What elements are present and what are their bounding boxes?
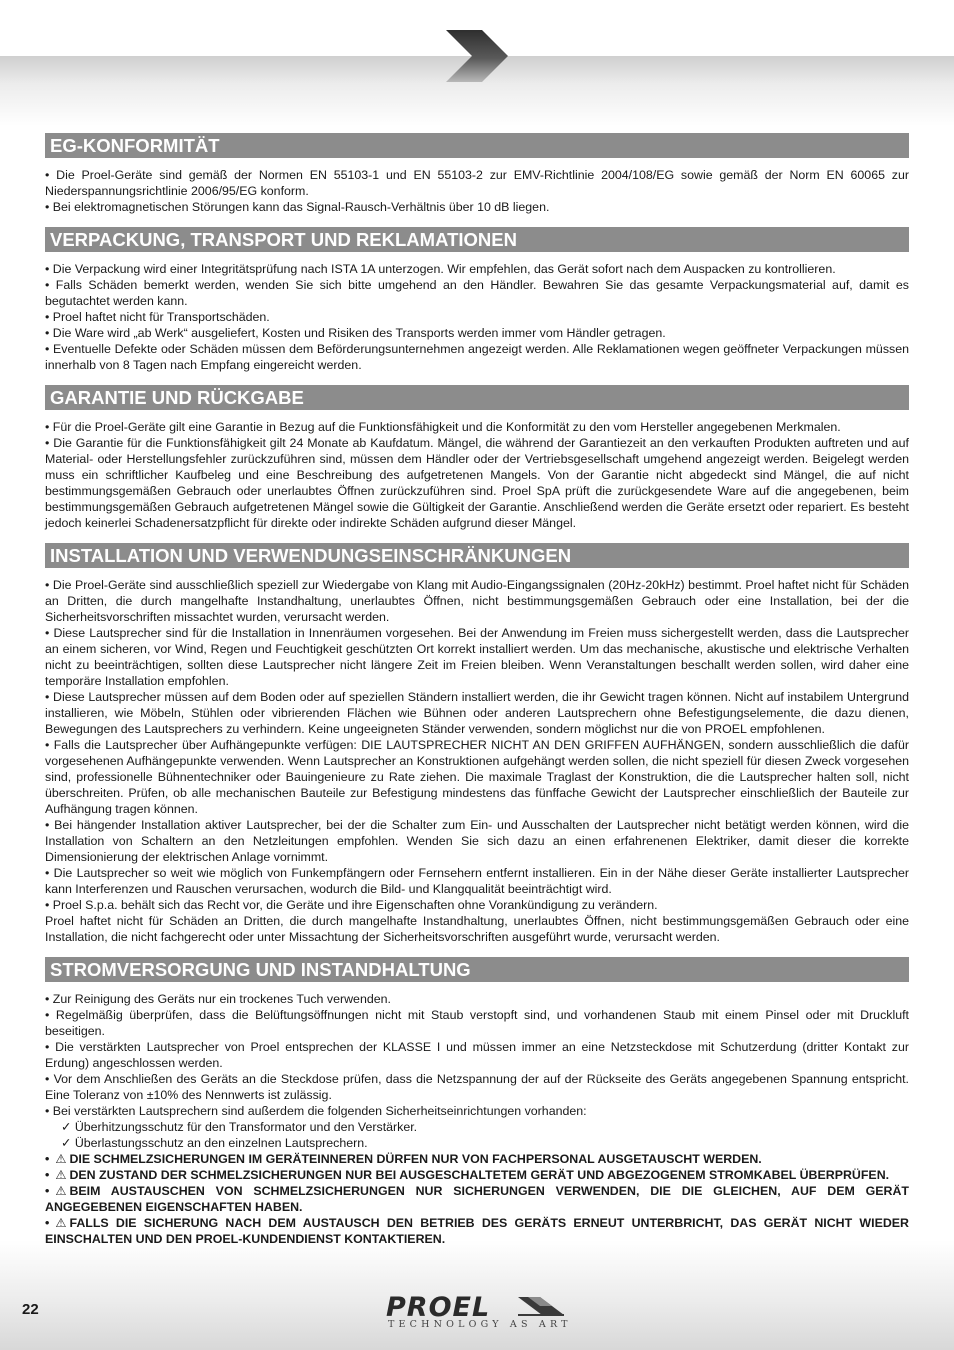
bullet-item: • Für die Proel-Geräte gilt eine Garantie in Bezug auf die Funktionsfähigkeit und die Konformität zu den vom Hersteller angegebenen Merkmalen. bbox=[45, 420, 841, 434]
document-body bbox=[45, 133, 909, 1259]
bullet-item: • Falls Schäden bemerkt werden, wenden Sie sich bitte umgehend an den Händler. Bewahren Sie das gesamte Verpackungsmaterial auf, damit es begutachtet werden kann. bbox=[45, 278, 909, 308]
bullet-item: • Zur Reinigung des Geräts nur ein trockenes Tuch verwenden. bbox=[45, 992, 391, 1006]
logo-tagline: TECHNOLOGY AS ART bbox=[388, 1319, 572, 1330]
warning-triangle-icon: ⚠ bbox=[55, 1152, 67, 1166]
bullet-item: • Die Lautsprecher so weit wie möglich von Funkempfängern oder Fernsehern entfernt installieren. Ein in der Nähe dieser Geräte installierter Lautsprecher kann Interferenzen und Rauschen verursachen, wodurch die Bild- und Klangqualität beeinträchtigt wird. bbox=[45, 866, 909, 896]
proel-logo bbox=[386, 1292, 570, 1334]
warning-text: BEIM AUSTAUSCHEN VON SCHMELZSICHERUNGEN NUR SICHERUNGEN VERWENDEN, DIE DIE GLEICHEN, AUF DEM GERÄT ANGEGEBENEN EIGENSCHAFTEN HABEN. bbox=[45, 1184, 909, 1214]
logo-wordmark: PROEL bbox=[386, 1292, 491, 1323]
bullet-item: • Eventuelle Defekte oder Schäden müssen dem Beförderungsunternehmen angezeigt werden. Alle Reklamationen wegen geöffneter Verpackungen müssen innerhalb von 8 Tagen nach Empfang eingereicht werden. bbox=[45, 342, 909, 372]
section-eg-konformitaet bbox=[45, 133, 909, 215]
bullet-item: • Regelmäßig überprüfen, dass die Belüftungsöffnungen nicht mit Staub verstopft sind, und vorhandenen Staub mit einem Pinsel oder mit Druckluft beseitigen. bbox=[45, 1008, 909, 1038]
warning-item bbox=[45, 1151, 909, 1167]
bullet-item: • Bei hängender Installation aktiver Lautsprecher, bei der die Schalter zum Ein- und Ausschalten der Lautsprecher nicht betätigt werden können, wird die Installation von Schaltern an den Netzleitungen empfohlen. Wenden Sie sich dazu an einen erfahrenenen Elektriker, damit dieser die korrekte Dimensionierung der elektrischen Anlage vornimmt. bbox=[45, 818, 909, 864]
bullet-item: • Falls die Lautsprecher über Aufhängepunkte verfügen: DIE LAUTSPRECHER NICHT AN DEN GRIFFEN AUFHÄNGEN, sondern ausschließlich die dafür vorgesehenen Aufhängepunkte verwenden. Wenn Lautsprecher an Konstruktionen aufgehängt werden sollen, die nicht speziell für diesen Zweck vorgesehen sind, professionelle Bühnentechniker oder Bauingenieure zu Rate ziehen. Die maximale Traglast der Konstruktion, die die Lautsprecher halten soll, nicht überschreiten. Prüfen, ob alle mechanischen Bauteile zur Befestigung mindestens das fünffache Gewicht der Lautsprecher einschließlich der Bauteile zur Aufhängung tragen können. bbox=[45, 738, 909, 816]
bullet-item: • Vor dem Anschließen des Geräts an die Steckdose prüfen, dass die Netzspannung der auf der Rückseite des Geräts angegebenen Spannung entspricht. Eine Toleranz von ±10% des Nennwerts ist zulässig. bbox=[45, 1072, 909, 1102]
bullet-item: • Die Garantie für die Funktionsfähigkeit gilt 24 Monate ab Kaufdatum. Mängel, die während der Garantiezeit an den verkauften Produkten auftreten und auf Material- oder Herstellungsfehler zurückzuführen sind, müssen dem Händler oder der Vertriebsgesellschaft umgehend angezeigt werden. Beigelegt werden muss ein schriftlicher Kaufbeleg und eine Beschreibung des aufgetretenen Mangels. Von der Garantie nicht abgedeckt sind Mängel, die auf nicht bestimmungsgemäßen Gebrauch oder unerlaubtes Öffnen zurückzuführen sind. Proel SpA prüft die zurückgesendete Ware auf die angegebenen, beim bestimmungsgemäßen Gebrauch aufgetretenen Mängel sowie die Gültigkeit der Garantie. Anschließend werden die Geräte ersetzt oder repariert. Es besteht jedoch keinerlei Schadenersatzpflicht für direkte oder indirekte Schäden aufgrund dieser Mängel. bbox=[45, 436, 909, 530]
warning-item bbox=[45, 1167, 909, 1183]
warning-triangle-icon: ⚠ bbox=[55, 1216, 67, 1230]
bullet: • bbox=[45, 1168, 50, 1182]
section-title: EG-KONFORMITÄT bbox=[45, 133, 909, 158]
section-title: INSTALLATION UND VERWENDUNGSEINSCHRÄNKUNGEN bbox=[45, 543, 909, 568]
section-installation bbox=[45, 543, 909, 945]
warning-item bbox=[45, 1183, 909, 1215]
bullet: • bbox=[45, 1184, 50, 1198]
bullet-item: • Proel haftet nicht für Transportschäden. bbox=[45, 310, 270, 324]
section-title: STROMVERSORGUNG UND INSTANDHALTUNG bbox=[45, 957, 909, 982]
logo-arrow-icon bbox=[518, 1295, 566, 1317]
check-item: ✓ Überhitzungsschutz für den Transformator und den Verstärker. bbox=[61, 1120, 418, 1134]
disclaimer-paragraph: Proel haftet nicht für Schäden an Dritten, die durch mangelhafte Instandhaltung, unerlaubtes Öffnen, nicht bestimmungsgemäßen Gebrauch oder eine Installation, die nicht fachgerecht oder unter Missachtung der Sicherheitsvorschriften ausgeführt wurde, verursacht werden. bbox=[45, 914, 909, 944]
section-title: GARANTIE UND RÜCKGABE bbox=[45, 385, 909, 410]
chevron-right-icon bbox=[444, 28, 510, 84]
bullet-item: • Die Proel-Geräte sind gemäß der Normen EN 55103-1 und EN 55103-2 zur EMV-Richtlinie 2004/108/EG sowie gemäß der Norm EN 60065 zur Niederspannungsrichtlinie 2006/95/EG konform. bbox=[45, 168, 909, 198]
section-stromversorgung bbox=[45, 957, 909, 1247]
bullet-item: • Die Verpackung wird einer Integritätsprüfung nach ISTA 1A unterzogen. Wir empfehlen, das Gerät sofort nach dem Auspacken zu kontrollieren. bbox=[45, 262, 836, 276]
section-verpackung bbox=[45, 227, 909, 373]
bullet-item: • Diese Lautsprecher sind für die Installation in Innenräumen vorgesehen. Bei der Anwendung im Freien muss sichergestellt werden, dass die Lautsprecher an einem sicheren, vor Wind, Regen und Feuchtigkeit geschützten Ort korrekt installiert werden. Um das mechanische, akustische und elektrische Verhalten nicht zu beeinträchtigen, sollten diese Lautsprecher nicht längere Zeit im Freien bleiben. Wenn Veranstaltungen beschallt werden sollen, wird daher eine temporäre Installation empfohlen. bbox=[45, 626, 909, 688]
warning-triangle-icon: ⚠ bbox=[55, 1184, 67, 1198]
page-number: 22 bbox=[22, 1301, 39, 1318]
warning-item bbox=[45, 1215, 909, 1247]
bullet-item: • Bei verstärkten Lautsprechern sind außerdem die folgenden Sicherheitseinrichtungen vorhanden: bbox=[45, 1104, 587, 1118]
bullet-item: • Die Proel-Geräte sind ausschließlich speziell zur Wiedergabe von Klang mit Audio-Eingangssignalen (20Hz-20kHz) bestimmt. Proel haftet nicht für Schäden an Dritten, die durch mangelhafte Instandhaltung, unerlaubtes Öffnen, nicht bestimmungsgemäßen Gebrauch oder eine Installation, bei der die Sicherheitsvorschriften missachtet wurden, verursacht werden. bbox=[45, 578, 909, 624]
check-item: ✓ Überlastungsschutz an den einzelnen Lautsprechern. bbox=[61, 1136, 368, 1150]
bullet-item: • Die verstärkten Lautsprecher von Proel entsprechen der KLASSE I und müssen immer an eine Netzsteckdose mit Schutzerdung (dritter Kontakt zur Erdung) angeschlossen werden. bbox=[45, 1040, 909, 1070]
bullet: • bbox=[45, 1216, 50, 1230]
warning-text: FALLS DIE SICHERUNG NACH DEM AUSTAUSCH DEN BETRIEB DES GERÄTS ERNEUT UNTERBRICHT, DAS GERÄT NICHT WIEDER EINSCHALTEN UND DEN PROEL-KUNDENDIENST KONTAKTIEREN. bbox=[45, 1216, 909, 1246]
bullet-item: • Bei elektromagnetischen Störungen kann das Signal-Rausch-Verhältnis über 10 dB liegen. bbox=[45, 200, 550, 214]
warning-text: DEN ZUSTAND DER SCHMELZSICHERUNGEN NUR BEI AUSGESCHALTETEM GERÄT UND ABGEZOGENEM STROMKABEL ÜBERPRÜFEN. bbox=[69, 1168, 890, 1182]
section-garantie bbox=[45, 385, 909, 531]
warning-triangle-icon: ⚠ bbox=[55, 1168, 67, 1182]
bullet-item: • Proel S.p.a. behält sich das Recht vor, die Geräte und ihre Eigenschaften ohne Vorankündigung zu verändern. bbox=[45, 898, 658, 912]
warning-text: DIE SCHMELZSICHERUNGEN IM GERÄTEINNEREN DÜRFEN NUR VON FACHPERSONAL AUSGETAUSCHT WERDEN. bbox=[69, 1152, 762, 1166]
bullet-item: • Die Ware wird „ab Werk“ ausgeliefert, Kosten und Risiken des Transports werden immer vom Händler getragen. bbox=[45, 326, 666, 340]
bullet: • bbox=[45, 1152, 50, 1166]
section-title: VERPACKUNG, TRANSPORT UND REKLAMATIONEN bbox=[45, 227, 909, 252]
bullet-item: • Diese Lautsprecher müssen auf dem Boden oder auf speziellen Ständern installiert werden, die ihr Gewicht tragen können. Nicht auf instabilem Untergrund installieren, wie Möbeln, Stühlen oder vibrierenden Flächen wie Bühnen oder anderen Lautsprechern ohne Befestigungselemente, die dazu dienen, Bewegungen des Lautsprechers zu verhindern. Keine ungeeigneten Ständer verwenden, sondern möglichst nur die von PROEL empfohlenen. bbox=[45, 690, 909, 736]
